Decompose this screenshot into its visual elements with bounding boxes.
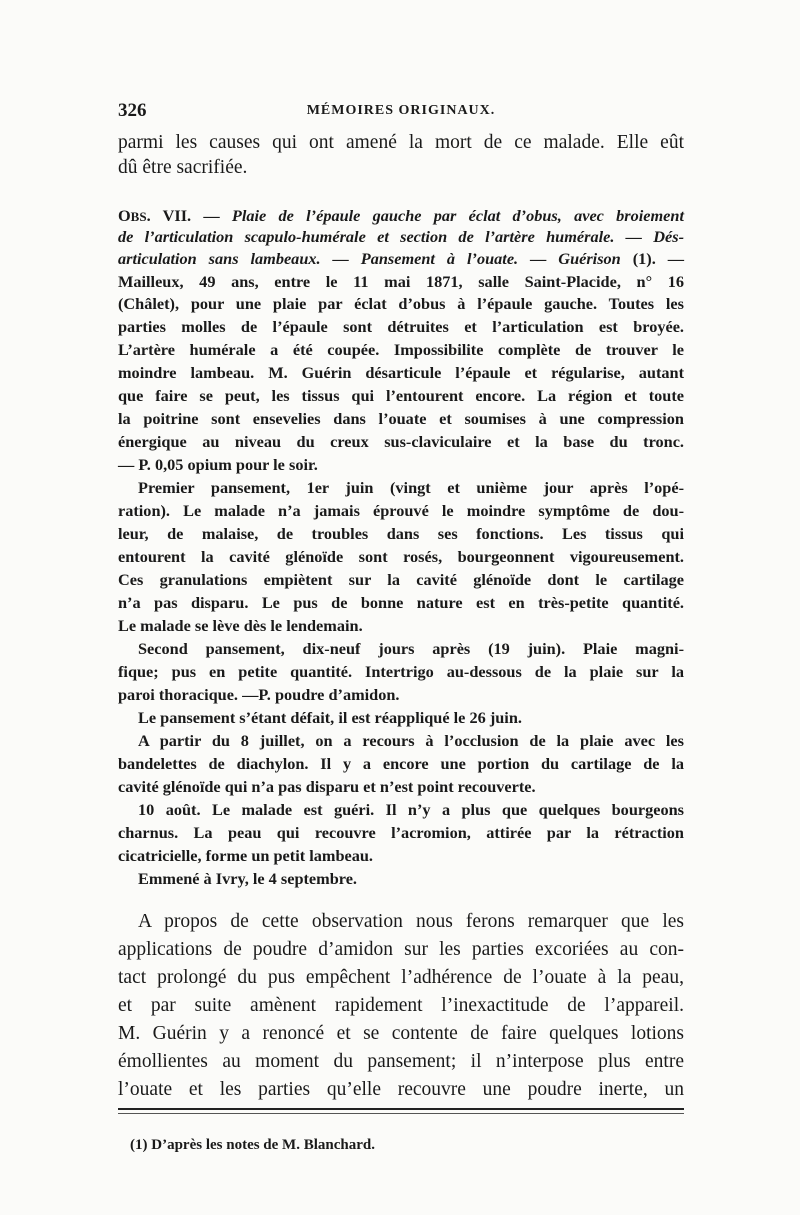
text-line: Second pansement, dix-neuf jours après (19 juin). Plaie magni- [138,639,684,658]
text-line: 10 août. Le malade est guéri. Il n’y a plus que quelques bourgeons [138,800,684,819]
text-line: bandelettes de diachylon. Il y a encore une portion du cartilage de la [118,754,684,773]
text-line: et par suite amènent rapidement l’inexactitude de l’appareil. [118,995,684,1016]
text-line: énergique au niveau du creux sus-claviculaire et la base du tronc. [118,432,684,451]
text-line: applications de poudre d’amidon sur les parties excoriées au con- [118,939,684,960]
running-head: MÉMOIRES ORIGINAUX. [306,103,496,118]
obs-title-line: OBS. VII. — Plaie de l’épaule gauche par éclat d’obus, avec broiement [118,206,684,225]
text-line: entourent la cavité glénoïde sont rosés, bourgeonnent vigoureusement. [118,547,684,566]
text-line: charnus. La peau qui recouvre l’acromion, attirée par la rétraction [118,823,684,842]
text-line: Le pansement s’étant défait, il est réappliqué le 26 juin. [138,708,522,727]
text-line: tact prolongé du pus empêchent l’adhérence de l’ouate à la peau, [118,967,684,988]
text-line: parmi les causes qui ont amené la mort de ce malade. Elle eût [118,132,684,153]
text-line: ration). Le malade n’a jamais éprouvé le moindre symptôme de dou- [118,501,684,520]
page-header [118,100,684,124]
text-line: paroi thoracique. —P. poudre d’amidon. [118,685,400,704]
text-line: Emmené à Ivry, le 4 septembre. [138,869,358,888]
text-line: que faire se peut, les tissus qui l’entourent encore. La région et toute [118,386,684,405]
text-line: parties molles de l’épaule sont détruites et l’articulation est broyée. [118,317,684,336]
footnote-rule [118,1113,684,1114]
text-line: cavité glénoïde qui n’a pas disparu et n’est point recouverte. [118,777,536,796]
text-line: Le malade se lève dès le lendemain. [118,616,363,635]
text-line: (Châlet), pour une plaie par éclat d’obus à l’épaule gauche. Toutes les [118,294,684,313]
text-line: L’artère humérale a été coupée. Impossibilite complète de trouver le [118,340,684,359]
text-line: A propos de cette observation nous ferons remarquer que les [138,911,684,932]
text-line: A partir du 8 juillet, on a recours à l’occlusion de la plaie avec les [138,731,684,750]
text-line: n’a pas disparu. Le pus de bonne nature est en très-petite quantité. [118,593,684,612]
text-line: — P. 0,05 opium pour le soir. [118,455,318,474]
footnote: (1) D’après les notes de M. Blanchard. [130,1137,375,1153]
page-number: 326 [118,100,147,121]
text-line: leur, de malaise, de troubles dans ses fonctions. Les tissus qui [118,524,684,543]
text-line: Premier pansement, 1er juin (vingt et unième jour après l’opé- [138,478,684,497]
obs-title-line: articulation sans lambeaux. — Pansement à l’ouate. — Guérison (1). — [118,249,685,268]
obs-title-line: de l’articulation scapulo-humérale et section de l’artère humérale. — Dés- [118,227,684,246]
text-line: Mailleux, 49 ans, entre le 11 mai 1871, salle Saint-Placide, n° 16 [118,272,684,291]
text-line: moindre lambeau. M. Guérin désarticule l’épaule et régularise, autant [118,363,684,382]
text-line: dû être sacrifiée. [118,157,248,178]
text-line: M. Guérin y a renoncé et se contente de faire quelques lotions [118,1023,684,1044]
footnote-rule [118,1108,684,1110]
text-line: émollientes au moment du pansement; il n’interpose plus entre [118,1051,684,1072]
text-line: Ces granulations empiètent sur la cavité glénoïde dont le cartilage [118,570,684,589]
obs-label: OBS. VII. — [118,206,232,225]
text-line: cicatricielle, forme un petit lambeau. [118,846,373,865]
text-line: l’ouate et les parties qu’elle recouvre une poudre inerte, un [118,1079,684,1100]
text-line: fique; pus en petite quantité. Intertrigo au-dessous de la plaie sur la [118,662,684,681]
text-line: la poitrine sont ensevelies dans l’ouate et soumises à une compression [118,409,684,428]
